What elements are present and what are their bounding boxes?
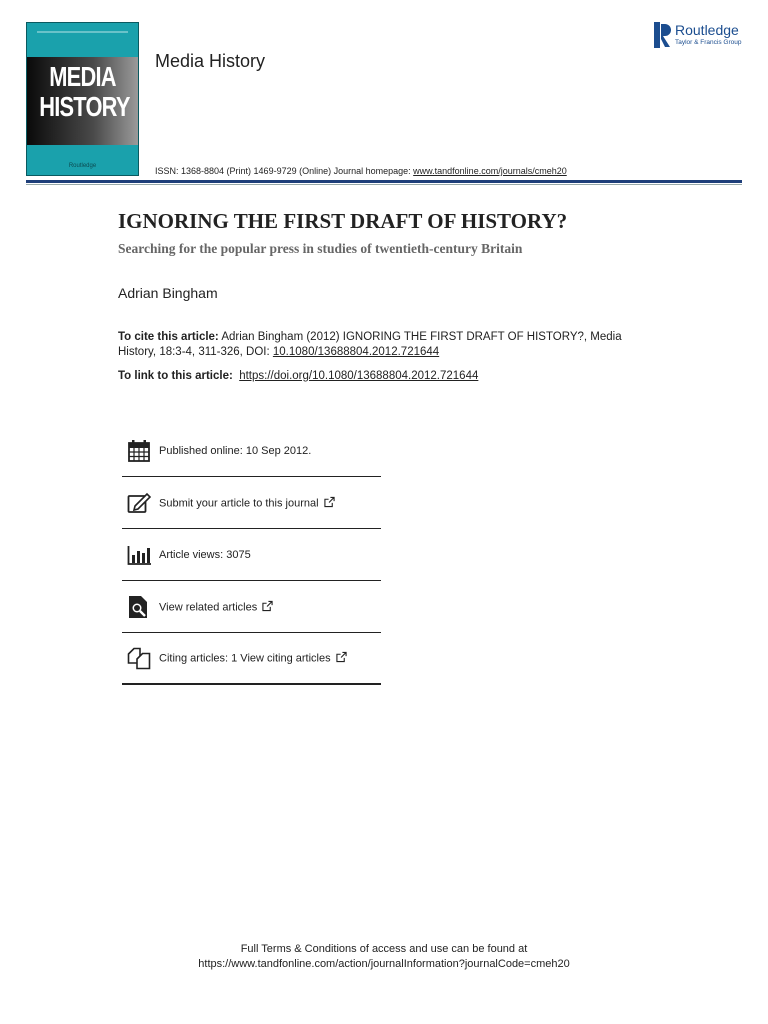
header-rule: [26, 180, 742, 183]
article-views: Article views: 3075: [159, 548, 251, 561]
doi-url-link[interactable]: https://doi.org/10.1080/13688804.2012.721644: [239, 370, 479, 382]
article-author: Adrian Bingham: [118, 285, 218, 301]
bar-chart-icon: [127, 543, 151, 567]
external-link-icon: [336, 652, 347, 663]
article-info-list: [122, 425, 381, 685]
citing-articles-icon: [127, 646, 151, 670]
cite-text: Adrian Bingham (2012) IGNORING THE FIRST DRAFT OF HISTORY?, Media History, 18:3-4, 311-326, DOI:: [118, 331, 622, 358]
citing-row[interactable]: [122, 633, 381, 685]
footer-terms: Full Terms & Conditions of access and use can be found at: [240, 943, 528, 955]
logo-name: Routledge: [675, 22, 739, 38]
routledge-logo: [654, 22, 754, 52]
cite-doi-link[interactable]: 10.1080/13688804.2012.721644: [272, 346, 440, 358]
issn-line: [155, 166, 567, 176]
footer-url[interactable]: https://www.tandfonline.com/action/journalInformation?journalCode=cmeh20: [198, 958, 570, 970]
article-title: IGNORING THE FIRST DRAFT OF HISTORY?: [118, 209, 568, 233]
submit-row[interactable]: [122, 477, 381, 529]
article-subtitle: Searching for the popular press in studies of twentieth-century Britain: [118, 241, 523, 256]
submit-article-link[interactable]: [159, 496, 335, 509]
calendar-icon: [127, 439, 151, 463]
citation: [118, 330, 658, 360]
journal-homepage-link[interactable]: www.tandfonline.com/journals/cmeh20: [413, 166, 567, 176]
related-row[interactable]: [122, 581, 381, 633]
link-label: To link to this article:: [118, 370, 233, 382]
related-label: View related articles: [159, 601, 258, 613]
submit-label: Submit your article to this journal: [159, 497, 319, 509]
journal-title: Media History: [155, 51, 266, 71]
cover-publisher: Routledge: [68, 163, 97, 169]
routledge-r-icon: [654, 22, 672, 48]
edit-icon: [127, 491, 151, 515]
external-link-icon: [324, 496, 335, 507]
journal-cover: [26, 22, 139, 176]
document-search-icon: [127, 595, 151, 619]
cover-word-1: MEDIA: [49, 61, 116, 92]
citing-label: Citing articles: 1 View citing articles: [159, 652, 331, 665]
article-link: [118, 370, 478, 382]
views-row: [122, 529, 381, 581]
cover-word-2: HISTORY: [39, 91, 130, 122]
header-rule-thin: [26, 184, 742, 185]
published-date: Published online: 10 Sep 2012.: [159, 444, 312, 457]
logo-sub: Taylor & Francis Group: [675, 39, 742, 46]
cite-label: To cite this article:: [118, 331, 219, 343]
citing-articles-link[interactable]: [159, 652, 347, 665]
related-articles-link[interactable]: [159, 600, 273, 613]
issn-text: ISSN: 1368-8804 (Print) 1469-9729 (Online) Journal homepage:: [155, 166, 414, 176]
external-link-icon: [262, 600, 273, 611]
published-row: [122, 425, 381, 477]
cover-topline: [37, 31, 128, 33]
footer: [0, 942, 768, 972]
